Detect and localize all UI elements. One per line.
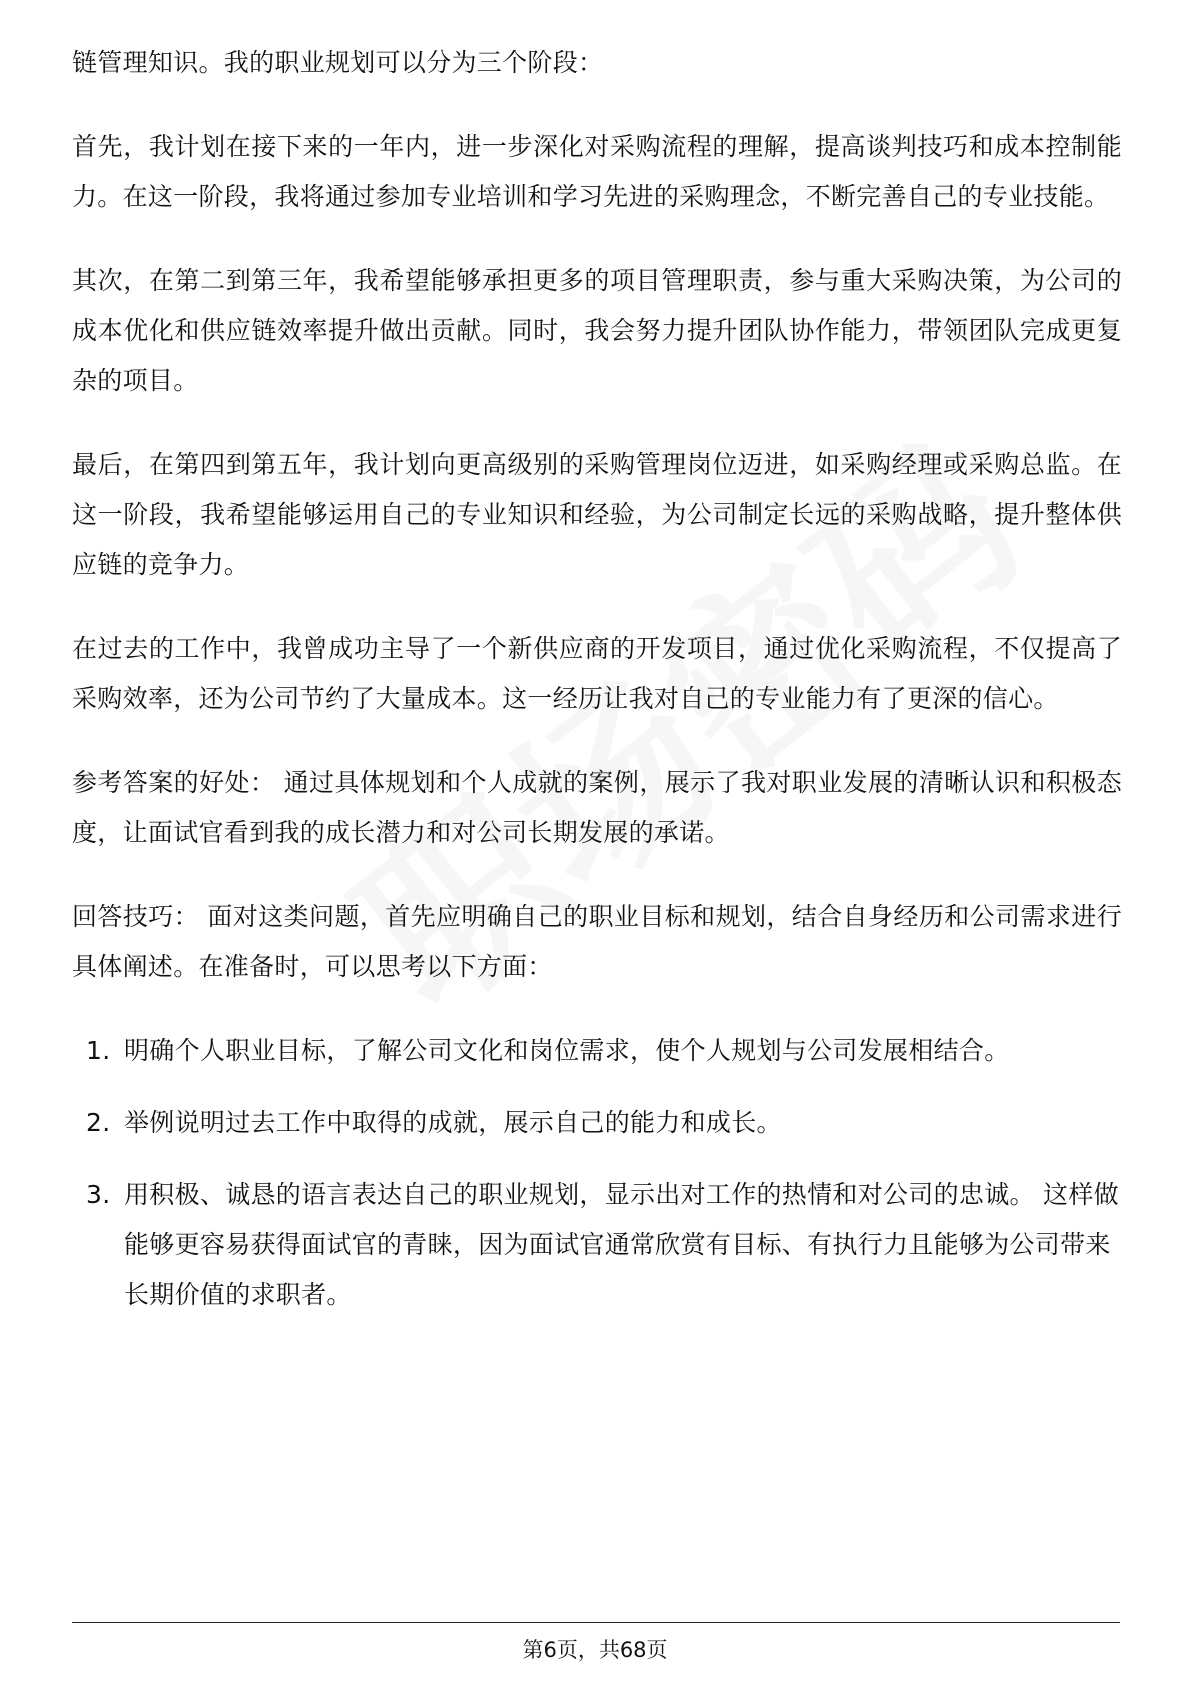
document-body	[72, 38, 1122, 1342]
list-item	[72, 1170, 1122, 1320]
list-item-number: 3.	[86, 1180, 111, 1209]
list-item-text: 用积极、诚恳的语言表达自己的职业规划，显示出对工作的热情和对公司的忠诚。 这样做能够更容易获得面试官的青睐，因为面试官通常欣赏有目标、有执行力且能够为公司带来长期价值的求职者。	[124, 1180, 1119, 1309]
paragraph: 最后，在第四到第五年，我计划向更高级别的采购管理岗位迈进，如采购经理或采购总监。在这一阶段，我希望能够运用自己的专业知识和经验，为公司制定长远的采购战略，提升整体供应链的竞争力。	[72, 450, 1122, 579]
list-item-number: 2.	[86, 1108, 111, 1137]
list-item-number: 1.	[86, 1036, 111, 1065]
paragraph: 在过去的工作中，我曾成功主导了一个新供应商的开发项目，通过优化采购流程，不仅提高了采购效率，还为公司节约了大量成本。这一经历让我对自己的专业能力有了更深的信心。	[72, 634, 1122, 713]
paragraph: 首先，我计划在接下来的一年内，进一步深化对采购流程的理解，提高谈判技巧和成本控制能力。在这一阶段，我将通过参加专业培训和学习先进的采购理念，不断完善自己的专业技能。	[72, 132, 1122, 211]
list-item	[72, 1098, 1122, 1148]
paragraph: 其次，在第二到第三年，我希望能够承担更多的项目管理职责，参与重大采购决策，为公司的成本优化和供应链效率提升做出贡献。同时，我会努力提升团队协作能力，带领团队完成更复杂的项目。	[72, 266, 1122, 395]
paragraph: 参考答案的好处： 通过具体规划和个人成就的案例，展示了我对职业发展的清晰认识和积极态度，让面试官看到我的成长潜力和对公司长期发展的承诺。	[72, 768, 1122, 847]
page-number: 第6页，共68页	[522, 1638, 668, 1662]
paragraph: 链管理知识。我的职业规划可以分为三个阶段：	[72, 48, 604, 77]
tips-list	[72, 1026, 1122, 1320]
list-item-text: 举例说明过去工作中取得的成就，展示自己的能力和成长。	[124, 1108, 782, 1137]
list-item-text: 明确个人职业目标，了解公司文化和岗位需求，使个人规划与公司发展相结合。	[124, 1036, 1010, 1065]
paragraph: 回答技巧： 面对这类问题，首先应明确自己的职业目标和规划，结合自身经历和公司需求进行具体阐述。在准备时，可以思考以下方面：	[72, 902, 1122, 981]
list-item	[72, 1026, 1122, 1076]
footer-divider	[72, 1622, 1120, 1623]
